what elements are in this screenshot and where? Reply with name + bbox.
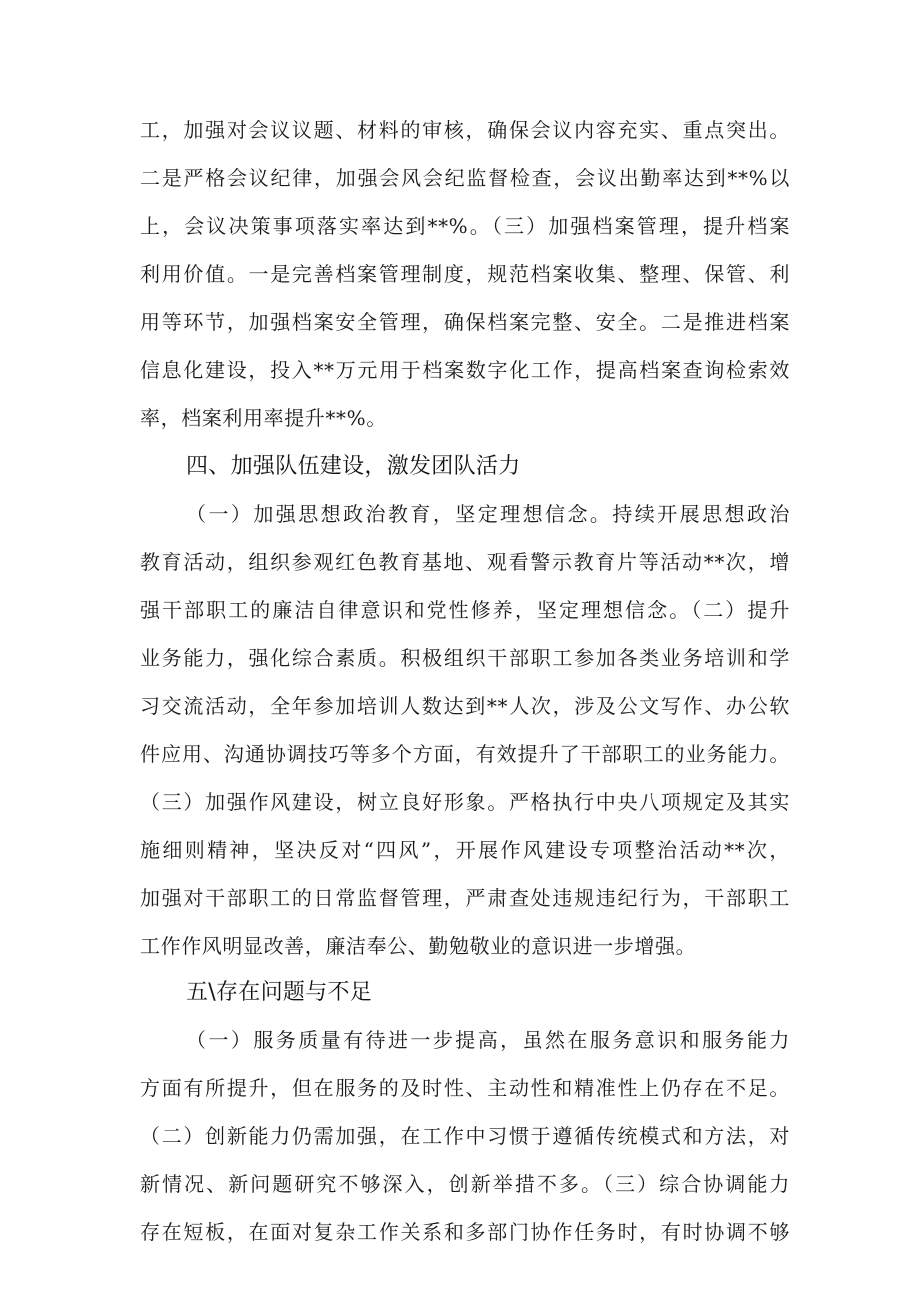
paragraph-line: 用等环节，加强档案安全管理，确保档案完整、安全。二是推进档案 — [140, 310, 790, 334]
paragraph-line: 施细则精神，坚决反对“四风”，开展作风建设专项整治活动**次， — [140, 838, 790, 862]
paragraph-line: 存在短板，在面对复杂工作关系和多部门协作任务时，有时协调不够 — [140, 1220, 790, 1244]
section-heading: 四、加强队伍建设，激发团队活力 — [186, 454, 521, 479]
paragraph-line: 件应用、沟通协调技巧等多个方面，有效提升了干部职工的业务能力。 — [140, 742, 790, 766]
paragraph-line: （一）加强思想政治教育，坚定理想信念。持续开展思想政治 — [186, 502, 790, 526]
paragraph-line: 强干部职工的廉洁自律意识和党性修养，坚定理想信念。（二）提升 — [140, 598, 790, 622]
paragraph-line: 业务能力，强化综合素质。积极组织干部职工参加各类业务培训和学 — [140, 646, 790, 670]
paragraph-line: 加强对干部职工的日常监督管理，严肃查处违规违纪行为，干部职工 — [140, 886, 790, 910]
paragraph-line: 上，会议决策事项落实率达到**%。（三）加强档案管理，提升档案 — [140, 214, 790, 238]
paragraph-line: （三）加强作风建设，树立良好形象。严格执行中央八项规定及其实 — [140, 790, 790, 814]
paragraph-line: 工作作风明显改善，廉洁奉公、勤勉敬业的意识进一步增强。 — [140, 934, 697, 958]
paragraph-line: 二是严格会议纪律，加强会风会纪监督检查，会议出勤率达到**%以 — [140, 166, 790, 190]
paragraph-line: 工，加强对会议议题、材料的审核，确保会议内容充实、重点突出。 — [140, 118, 790, 142]
paragraph-line: 教育活动，组织参观红色教育基地、观看警示教育片等活动**次，增 — [140, 550, 790, 574]
section-heading: 五\存在问题与不足 — [186, 980, 373, 1005]
paragraph-line: 利用价值。一是完善档案管理制度，规范档案收集、整理、保管、利 — [140, 262, 790, 286]
paragraph-line: 新情况、新问题研究不够深入，创新举措不多。（三）综合协调能力 — [140, 1172, 790, 1196]
paragraph-line: 率，档案利用率提升**%。 — [140, 406, 387, 430]
paragraph-line: 方面有所提升，但在服务的及时性、主动性和精准性上仍存在不足。 — [140, 1076, 790, 1100]
paragraph-line: 信息化建设，投入**万元用于档案数字化工作，提高档案查询检索效 — [140, 358, 790, 382]
paragraph-line: （一）服务质量有待进一步提高，虽然在服务意识和服务能力 — [186, 1028, 790, 1052]
paragraph-line: （二）创新能力仍需加强，在工作中习惯于遵循传统模式和方法，对 — [140, 1124, 790, 1148]
paragraph-line: 习交流活动，全年参加培训人数达到**人次，涉及公文写作、办公软 — [140, 694, 790, 718]
